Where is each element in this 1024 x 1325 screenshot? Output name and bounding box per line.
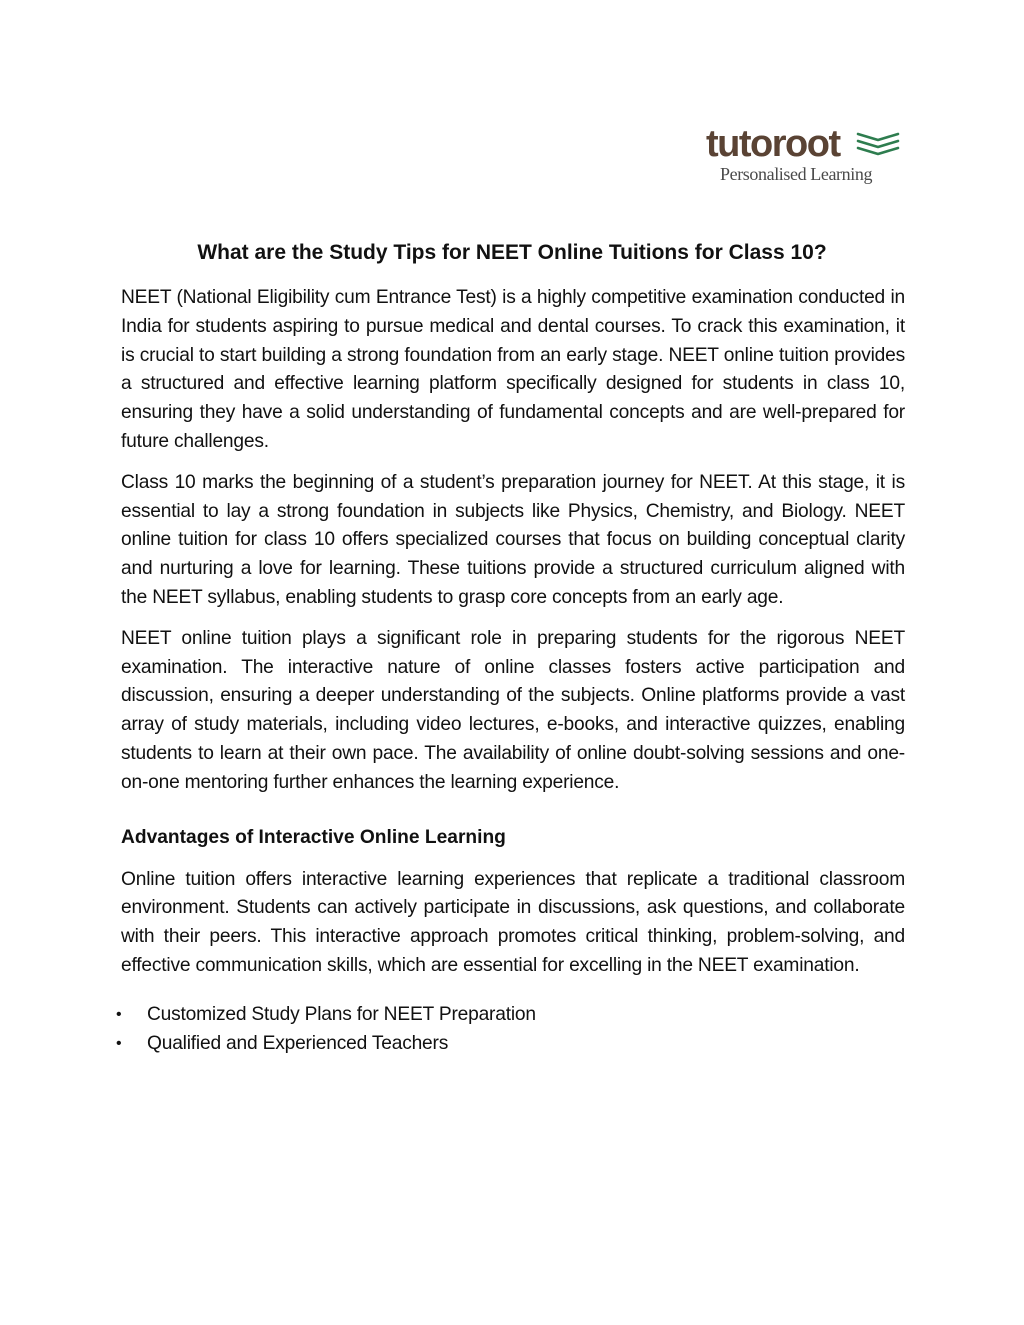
document-title: What are the Study Tips for NEET Online Tuitions for Class 10? (197, 241, 827, 264)
section-heading: Advantages of Interactive Online Learning (121, 826, 506, 848)
logo-tagline: Personalised Learning (720, 164, 873, 184)
logo-wordmark: tutoroot (706, 123, 840, 165)
section-paragraph: Online tuition offers interactive learning experiences that replicate a traditional classroom environment. Students can actively participate in discussions, ask questions, and collaborate with their peers. This interactive approach promotes critical thinking, problem-solving, and effective communication skills, which are essential for excelling in the NEET examination. (121, 868, 905, 976)
list-item-text: Qualified and Experienced Teachers (147, 1032, 449, 1054)
intro-paragraph: NEET (National Eligibility cum Entrance Test) is a highly competitive examination conducted in India for students aspiring to pursue medical and dental courses. To crack this examination, it is crucial to start building a strong foundation from an early stage. NEET online tuition provides a structured and effective learning platform specifically designed for students in class 10, ensuring they have a solid understanding of fundamental concepts and are well-prepared for future challenges. (121, 287, 905, 452)
bullet-list (116, 1001, 905, 1059)
role-paragraph: NEET online tuition plays a significant role in preparing students for the rigorous NEET examination. The interactive nature of online classes fosters active participation and discussion, ensuring a deeper understanding of the subjects. Online platforms provide a vast array of study materials, including video lectures, e-books, and interactive quizzes, enabling students to learn at their own pace. The availability of online doubt-solving sessions and one-on-one mentoring further enhances the learning experience. (121, 627, 905, 793)
book-icon (856, 131, 900, 157)
list-item-text: Customized Study Plans for NEET Preparation (147, 1003, 536, 1025)
list-item (116, 1001, 905, 1030)
tutoroot-logo (706, 124, 906, 186)
bullet-icon: • (116, 1005, 122, 1023)
list-item (116, 1030, 905, 1059)
document-body (116, 284, 905, 1058)
bullet-icon: • (116, 1034, 122, 1052)
class-10-paragraph: Class 10 marks the beginning of a student’s preparation journey for NEET. At this stage, it is essential to lay a strong foundation in subjects like Physics, Chemistry, and Biology. NEET online tuition for class 10 offers specialized courses that focus on building conceptual clarity and nurturing a love for learning. These tuitions provide a structured curriculum aligned with the NEET syllabus, enabling students to grasp core concepts from an early age. (121, 471, 905, 608)
